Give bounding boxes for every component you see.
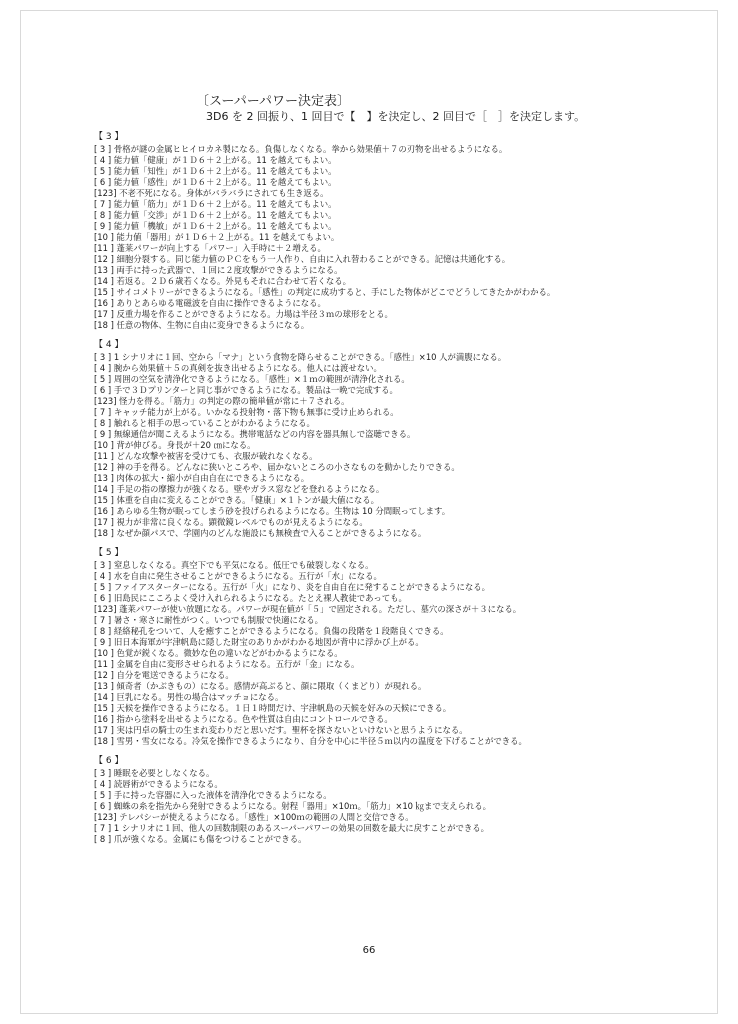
list-item: [123] 怪力を得る。「筋力」の判定の際の簡単値が常に＋７される。 xyxy=(94,395,350,406)
list-item: [11 ] 金属を自由に変形させられるようになる。五行が「金」になる。 xyxy=(94,658,360,669)
list-item: [18 ] 雪男・雪女になる。冷気を操作できるようになり、自分を中心に半径５ｍ以内の温度を下げることができる。 xyxy=(94,735,527,746)
list-item: [ 4 ] 能力値「健康」が１Ｄ６＋２上がる。11 を越えてもよい。 xyxy=(94,154,337,165)
list-item: [ 3 ] 1 シナリオに１回、空から「マナ」という食物を降らせることができる。「感性」×10 人が満腹になる。 xyxy=(94,351,507,362)
list-item: [16 ] 指から塗料を出せるようになる。色や性質は自由にコントロールできる。 xyxy=(94,713,393,724)
list-item: [ 6 ] 能力値「感性」が１Ｄ６＋２上がる。11 を越えてもよい。 xyxy=(94,176,337,187)
list-item: [ 6 ] 蜘蛛の糸を指先から発射できるようになる。射程「器用」×10ｍ。「筋力」×10 ㎏まで支えられる。 xyxy=(94,800,492,811)
list-item: [12 ] 自分を電送できるようになる。 xyxy=(94,669,234,680)
section-4 xyxy=(94,339,704,539)
list-item: [123] 蓬莱パワーが使い放題になる。パワーが現在値が「５」で固定される。ただし、墓穴の深さが＋３になる。 xyxy=(94,603,522,614)
list-item: [ 5 ] 周囲の空気を清浄化できるようになる。「感性」×１ｍの範囲が清浄化される。 xyxy=(94,373,410,384)
list-item: [17 ] 反重力場を作ることができるようになる。力場は半径３ｍの球形をとる。 xyxy=(94,308,393,319)
list-item: [18 ] なぜか顔パスで、学園内のどんな施設にも無検査で入ることができるようになる。 xyxy=(94,527,427,538)
list-item: [ 7 ] 能力値「筋力」が１Ｄ６＋２上がる。11 を越えてもよい。 xyxy=(94,198,337,209)
list-item: [123] テレパシーが使えるようになる。「感性」×100ｍの範囲の人間と交信できる。 xyxy=(94,811,414,822)
list-item: [12 ] 細胞分裂する。同じ能力値のＰＣをもう一人作り、自由に入れ替わることができる。記憶は共通化する。 xyxy=(94,253,511,264)
list-item: [14 ] 若返る。２Ｄ６歳若くなる。外見もそれに合わせて若くなる。 xyxy=(94,275,352,286)
list-item: [ 5 ] ファイアスターターになる。五行が「火」になり、炎を自由自在に発することができるようになる。 xyxy=(94,581,490,592)
list-item: [ 7 ] 暑さ・寒さに耐性がつく。いつでも制服で快適になる。 xyxy=(94,614,324,625)
list-item: [123] 不老不死になる。身体がバラバラにされても生き返る。 xyxy=(94,187,329,198)
list-item: [ 6 ] 旧島民にこころよく受け入れられるようになる。たとえ裸人教徒であっても。 xyxy=(94,592,407,603)
list-item: [ 5 ] 能力値「知性」が１Ｄ６＋２上がる。11 を越えてもよい。 xyxy=(94,165,337,176)
section-6 xyxy=(94,755,704,845)
list-item: [ 9 ] 無線通信が聞こえるようになる。携帯電話などの内容を器具無しで盗聴できる。 xyxy=(94,428,416,439)
list-item: [18 ] 任意の物体、生物に自由に変身できるようになる。 xyxy=(94,319,310,330)
list-item: [15 ] 天候を操作できるようになる。１日１時間だけ、宇津帆島の天候を好みの天候にできる。 xyxy=(94,702,452,713)
list-item: [ 4 ] 水を自由に発生させることができるようになる。五行が「水」になる。 xyxy=(94,570,382,581)
section-3 xyxy=(94,131,704,331)
list-item: [11 ] どんな攻撃や被害を受けても、衣服が破れなくなる。 xyxy=(94,450,318,461)
list-item: [17 ] 視力が非常に良くなる。顕微鏡レベルでものが見えるようになる。 xyxy=(94,516,368,527)
list-item: [11 ] 蓬莱パワーが向上する「パワー」入手時に＋２増える。 xyxy=(94,242,326,253)
list-item: [ 4 ] 読唇術ができるようになる。 xyxy=(94,778,223,789)
list-item: [10 ] 色覚が鋭くなる。微妙な色の違いなどがわかるようになる。 xyxy=(94,647,343,658)
list-item: [ 9 ] 旧日本海軍が宇津帆島に隠した財宝のありかがわかる地図が背中に浮かび上がる。 xyxy=(94,636,424,647)
table-content xyxy=(94,131,704,853)
section-heading: 【 5 】 xyxy=(94,548,124,558)
list-item: [10 ] 背が伸びる。身長が＋20 ㎝になる。 xyxy=(94,439,256,450)
list-item: [ 3 ] 睡眠を必要としなくなる。 xyxy=(94,767,215,778)
list-item: [ 8 ] 触れると相手の思っていることがわかるようになる。 xyxy=(94,417,315,428)
list-item: [16 ] あらゆる生物が眠ってしまう砂を投げられるようになる。生物は 10 分間眠ってします。 xyxy=(94,505,451,516)
list-item: [17 ] 実は円卓の騎士の生まれ変わりだと思いだす。聖杯を探さないといけないと思うようになる。 xyxy=(94,724,468,735)
list-item: [ 5 ] 手に持った容器に入った液体を清浄化できるようになる。 xyxy=(94,789,332,800)
section-heading: 【 3 】 xyxy=(94,132,124,142)
list-item: [ 8 ] 爪が強くなる。金属にも傷をつけることができる。 xyxy=(94,833,307,844)
list-item: [ 6 ] 手で３Ｄプリンターと同じ事ができるようになる。製品は一晩で完成する。 xyxy=(94,384,398,395)
list-item: [ 4 ] 腕から効果値＋５の真剣を抜き出せるようになる。他人には渡せない。 xyxy=(94,362,382,373)
list-item: [ 3 ] 骨格が謎の金属ヒヒイロカネ製になる。負傷しなくなる。拳から効果値＋７の刃物を出せるようになる。 xyxy=(94,143,508,154)
page-number: 66 xyxy=(362,945,376,956)
list-item: [ 8 ] 経絡秘孔をついて、人を癒すことができるようになる。負傷の段階を１段階良くできる。 xyxy=(94,625,449,636)
list-item: [12 ] 神の手を得る。どんなに狭いところや、届かないところの小さなものを動かしたりできる。 xyxy=(94,461,460,472)
list-item: [10 ] 能力値「器用」が１Ｄ６＋２上がる。11 を越えてもよい。 xyxy=(94,231,340,242)
list-item: [15 ] 体重を自由に変えることができる。「健康」×１トンが最大値になる。 xyxy=(94,494,379,505)
list-item: [15 ] サイコメトリーができるようになる。「感性」の判定に成功すると、手にした物体がどこでどうしてきたかがわかる。 xyxy=(94,286,556,297)
list-item: [ 7 ] キャッチ能力が上がる。いかなる投射物・落下物も無事に受け止められる。 xyxy=(94,406,399,417)
list-item: [ 8 ] 能力値「交渉」が１Ｄ６＋２上がる。11 を越えてもよい。 xyxy=(94,209,337,220)
page-title: 〔スーパーパワー決定表〕 xyxy=(196,94,351,109)
list-item: [13 ] 肉体の拡大・縮小が自由自在にできるようになる。 xyxy=(94,472,310,483)
section-heading: 【 6 】 xyxy=(94,756,124,766)
list-item: [ 9 ] 能力値「機敏」が１Ｄ６＋２上がる。11 を越えてもよい。 xyxy=(94,220,337,231)
list-item: [ 7 ] 1 シナリオに１回、他人の回数制限のあるスーパーパワーの効果の回数を最大に戻すことができる。 xyxy=(94,822,489,833)
list-item: [14 ] 巨乳になる。男性の場合はマッチョになる。 xyxy=(94,691,284,702)
instruction-text: 3D6 を 2 回振り、1 回目で【 】を決定し、2 回目で［ ］を決定します。 xyxy=(206,110,586,123)
list-item: [ 3 ] 窒息しなくなる。真空下でも平気になる。低圧でも破裂しなくなる。 xyxy=(94,559,374,570)
list-item: [13 ] 傾奇者（かぶきもの）になる。感情が高ぶると、顔に隈取（くまどり）が現れる。 xyxy=(94,680,427,691)
list-item: [14 ] 手足の指の摩擦力が強くなる。壁やガラス窓などを登れるようになる。 xyxy=(94,483,385,494)
list-item: [13 ] 両手に持った武器で、１回に２度攻撃ができるようになる。 xyxy=(94,264,343,275)
section-heading: 【 4 】 xyxy=(94,340,124,350)
section-5 xyxy=(94,547,704,747)
list-item: [16 ] ありとあらゆる電磁波を自由に操作できるようになる。 xyxy=(94,297,326,308)
